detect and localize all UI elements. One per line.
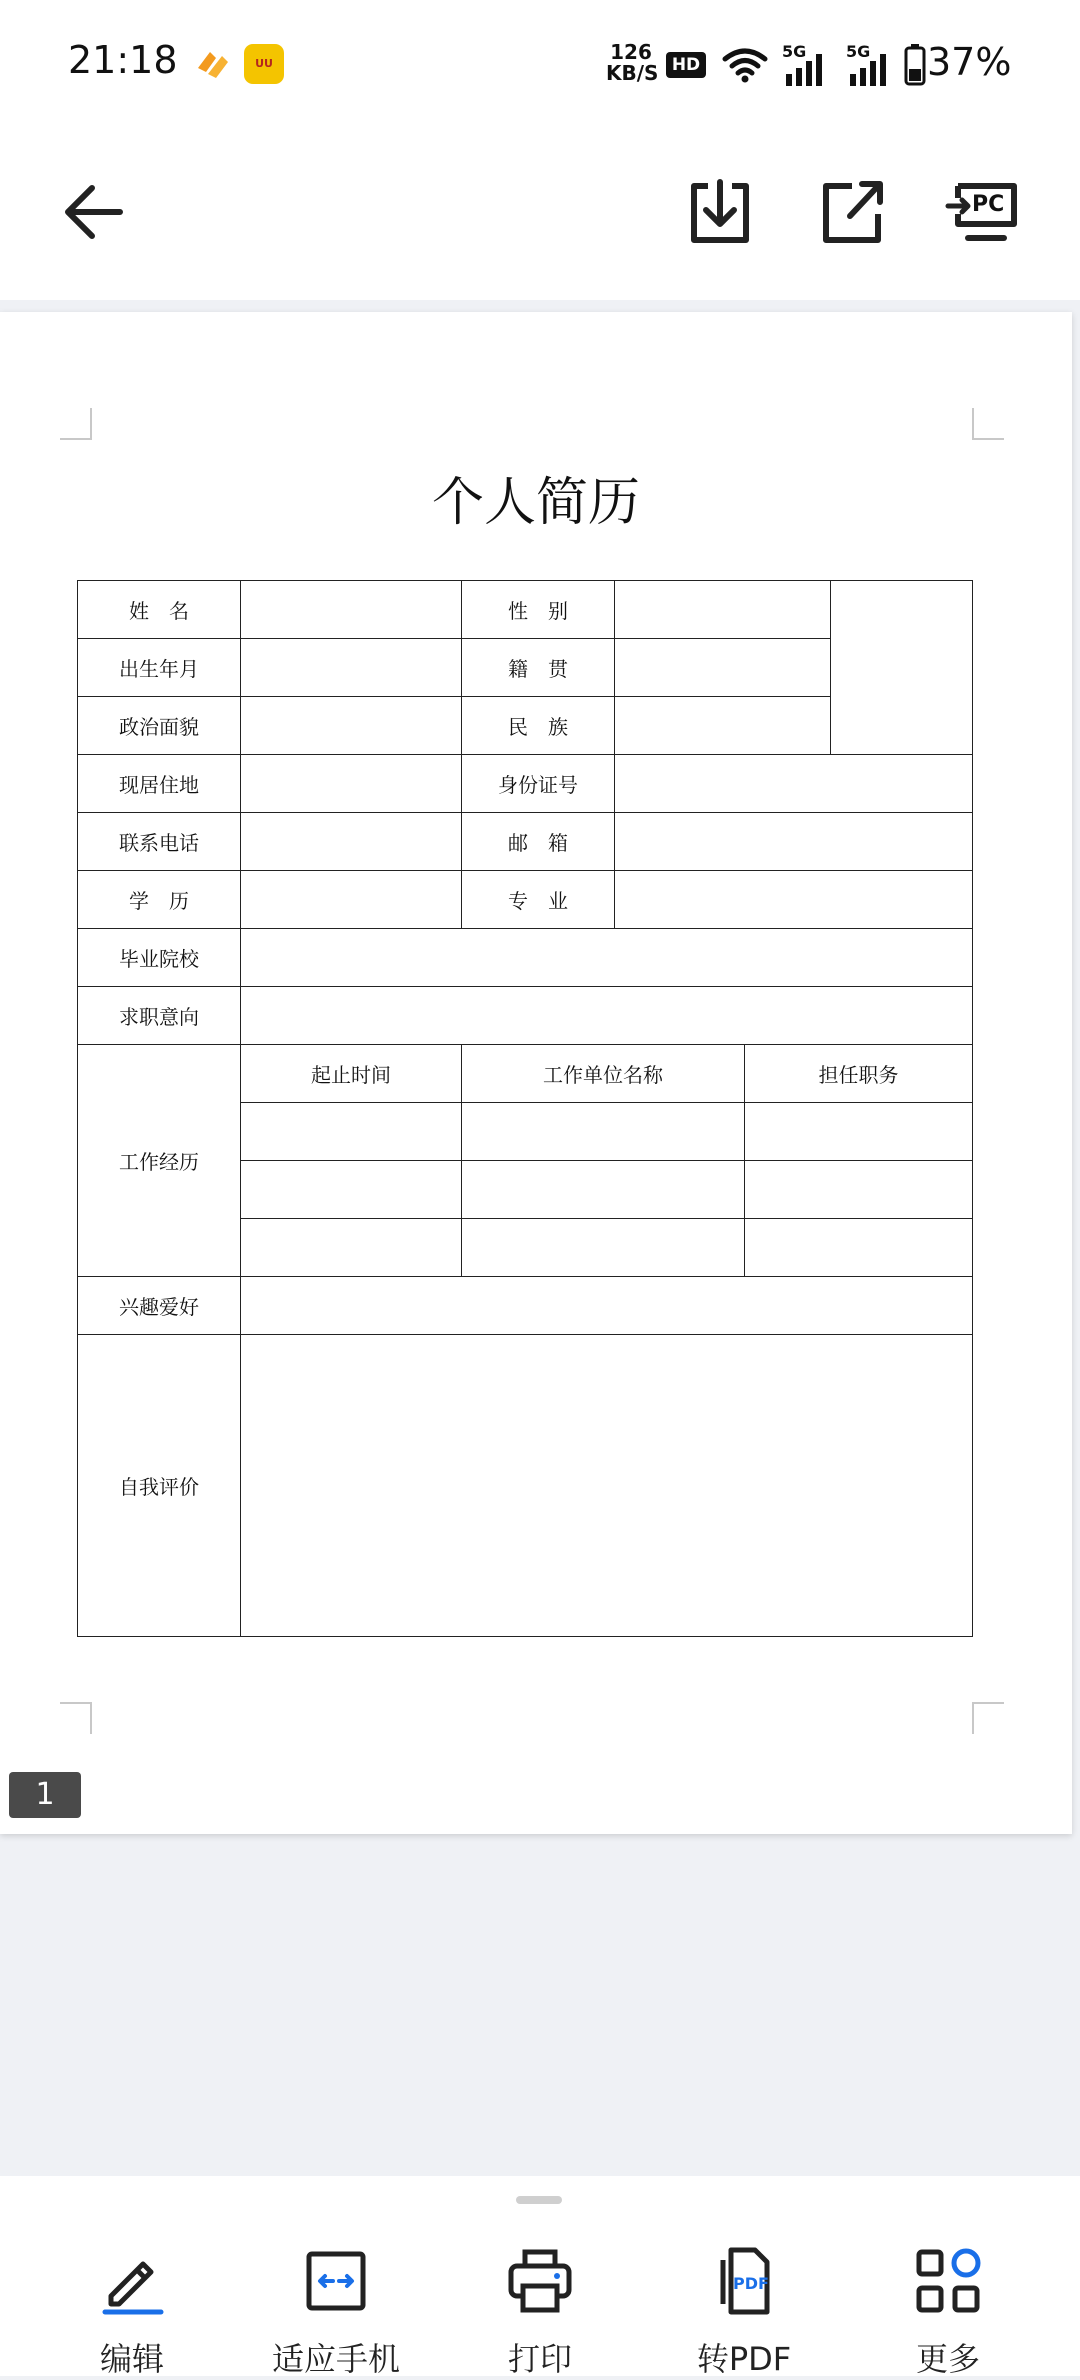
value-id-number[interactable] [615,755,973,813]
status-bar [0,0,1080,130]
header-work-company: 工作单位名称 [462,1045,745,1103]
label-education: 学 历 [78,871,241,929]
printer-icon [505,2246,575,2316]
fit-phone-label: 适应手机 [271,2340,400,2378]
pdf-icon [709,2246,779,2316]
work-period-cell[interactable] [241,1103,462,1161]
work-company-cell[interactable] [462,1103,745,1161]
network-speed [606,40,659,85]
more-label: 更多 [915,2340,980,2378]
value-native-place[interactable] [615,639,831,697]
pencil-icon [97,2246,167,2316]
network-speed-value: 126 [610,40,652,64]
signal-2-icon [846,52,890,86]
label-school: 毕业院校 [78,929,241,987]
value-self-evaluation[interactable] [241,1335,973,1637]
download-icon[interactable] [680,172,760,252]
label-self-evaluation: 自我评价 [78,1335,241,1637]
page-number-badge: 1 [9,1772,81,1818]
drag-handle[interactable] [516,2196,562,2204]
bottom-toolbar [0,2176,1080,2376]
grid-more-icon [913,2246,983,2316]
label-political-status: 政治面貌 [78,697,241,755]
label-native-place: 籍 贯 [462,639,615,697]
hd-icon: HD [666,52,706,78]
network-speed-unit: KB/S [606,61,659,85]
label-phone: 联系电话 [78,813,241,871]
signal-1-icon [782,52,826,86]
label-ethnicity: 民 族 [462,697,615,755]
crop-mark-bottom-left [60,1702,92,1734]
status-time: 21:18 [68,38,178,82]
work-company-cell[interactable] [462,1219,745,1277]
value-school[interactable] [241,929,973,987]
label-email: 邮 箱 [462,813,615,871]
value-education[interactable] [241,871,462,929]
value-political-status[interactable] [241,697,462,755]
header-work-period: 起止时间 [241,1045,462,1103]
crop-mark-top-right [972,408,1004,440]
edit-button[interactable] [52,2246,212,2380]
value-ethnicity[interactable] [615,697,831,755]
more-button[interactable] [868,2246,1028,2380]
print-label: 打印 [507,2340,572,2378]
crop-mark-bottom-right [972,1702,1004,1734]
edit-label: 编辑 [99,2340,164,2378]
app-badge-icon: UU [244,44,284,84]
document-page[interactable] [0,312,1072,1834]
value-major[interactable] [615,871,973,929]
work-position-cell[interactable] [745,1103,973,1161]
work-position-cell[interactable] [745,1219,973,1277]
crop-mark-top-left [60,408,92,440]
value-email[interactable] [615,813,973,871]
work-period-cell[interactable] [241,1161,462,1219]
value-address[interactable] [241,755,462,813]
label-id-number: 身份证号 [462,755,615,813]
print-button[interactable] [460,2246,620,2380]
value-birth[interactable] [241,639,462,697]
work-period-cell[interactable] [241,1219,462,1277]
signal-2-label: 5G [846,42,871,61]
label-address: 现居住地 [78,755,241,813]
label-name: 姓 名 [78,581,241,639]
value-gender[interactable] [615,581,831,639]
label-gender: 性 别 [462,581,615,639]
work-position-cell[interactable] [745,1161,973,1219]
wifi-icon [722,46,768,84]
label-birth: 出生年月 [78,639,241,697]
photo-cell[interactable] [831,581,973,755]
battery-icon [904,44,926,86]
resume-table [77,580,973,1637]
value-phone[interactable] [241,813,462,871]
arrow-left-icon[interactable] [56,172,136,252]
pdf-icon-text: PDF [733,2274,769,2293]
to-pdf-label: 转PDF [696,2340,792,2378]
value-hobbies[interactable] [241,1277,973,1335]
label-job-intention: 求职意向 [78,987,241,1045]
label-major: 专 业 [462,871,615,929]
pc-label: PC [972,192,1005,217]
work-company-cell[interactable] [462,1161,745,1219]
signal-1-label: 5G [782,42,807,61]
app-notification-icon [192,44,232,84]
to-pdf-button[interactable] [664,2246,824,2380]
value-job-intention[interactable] [241,987,973,1045]
label-hobbies: 兴趣爱好 [78,1277,241,1335]
header-work-position: 担任职务 [745,1045,973,1103]
document-title: 个人简历 [431,473,640,533]
share-icon[interactable] [812,172,892,252]
battery-percent: 37% [927,40,1012,84]
send-to-pc-button[interactable] [942,172,1022,252]
top-toolbar [0,130,1080,300]
label-work-experience: 工作经历 [78,1045,241,1277]
fit-phone-icon [301,2246,371,2316]
fit-phone-button[interactable] [256,2246,416,2380]
value-name[interactable] [241,581,462,639]
